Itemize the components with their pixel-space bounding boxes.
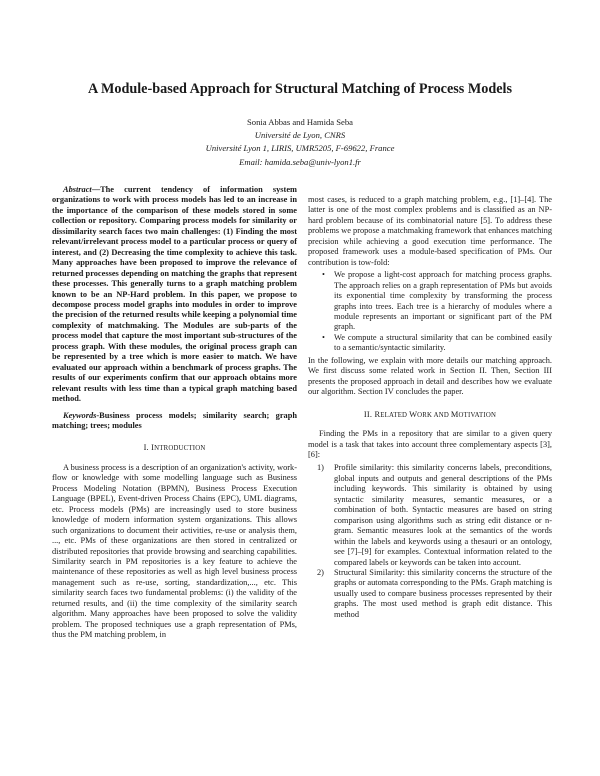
author-email: Email: hamida.seba@univ-lyon1.fr (239, 156, 361, 167)
affiliation-1: Université de Lyon, CNRS (254, 130, 346, 141)
keywords-text: -Business process models; similarity search; graph matching; trees; modules (52, 410, 297, 430)
abstract-text: —The current tendency of information system organizations to work with process models has led to an increase in the importance of the comparison of these models stored in some collection or repository. Comparing process models for similarity or dissimilarity search faces two main challenges: (1) Finding the most relevant/irrelevant process model to a particular process or query of interest, and (2) Decreasing the time complexity to achieve this task. Many approaches have been proposed to improve the relevance of returned processes depending on matching the graphs that represent these processes. This generally turns to a graph matching problem known to be an NP-Hard problem. In this paper, we propose to decompose process model graphs into modules in order to improve the precision of the returned results while keeping a polynomial time complexity of matchmaking. The Modules are sub-parts of the process model that capture the most important sub-structures of the process graph. With these modules, the original process graph can be represented by a tree which is more easier to match. We have evaluated our approach within a benchmark of process graphs. The results of our experiments confirm that our approach obtains more relevant results with less time than a typical graph matching based method. (52, 185, 297, 404)
intro-continuation: most cases, is reduced to a graph matching problem, e.g., [1]–[4]. The latter is one of the most complex problems and is classified as an NP-hard problem because of its combinatorial nature [5]. To address these problems we propose a matchmaking framework that enhances matching precision while achieving a good execution time performance. The proposed framework uses a module-based specification of PMs. Our contribution is tow-fold: (308, 195, 552, 267)
related-paragraph: Finding the PMs in a repository that are similar to a given query model is a task that takes into account three complementary aspects [3], [6]: (308, 429, 552, 459)
bullet-icon: • (322, 270, 325, 280)
abstract-lead: Abstract (63, 185, 92, 194)
keywords-lead: Keywords (63, 410, 97, 420)
section-heading-related-work: II. RELATED WORK AND MOTIVATION (363, 409, 497, 419)
author-names: Sonia Abbas and Hamida Seba (247, 117, 353, 127)
intro-paragraph: A business process is a description of an organization's activity, work-flow or knowledge with some modelling language such as Business Process Modeling Notation (BPMN), Business Process Execution Language (BPEL), Event-driven Process Chains (EPC), UML diagrams, etc. Process models (PMs) are increasingly used to store business knowledge of modern information system organizations. This allows such organizations to document their activities, re-use or analysis them, ..., etc. PMs of these organizations are then stored in centralized or distributed repositories that provide browsing and searching capabilities. Similarity search in PM repositories is a key feature to achieve the maintenance of these repositories as well as high level business process management such as re-use, sorting, standardization,..., etc. This similarity search faces two fundamental problems: (i) the validity of the returned results, and (ii) the time complexity of the similarity search algorithm. Many approaches have been proposed to solve the validity problem. The proposed techniques use a graph representation of PMs, thus the PM matching problem, in (52, 462, 297, 640)
right-column (308, 195, 552, 620)
list-item: 2) Structural Similarity: this similarity concerns the structure of the graphs or automata corresponding to the PMs. Graph matching is usually used to compare business processes represented by their graphs. The most used method is graph edit distance. This method (317, 567, 552, 619)
similarity-aspects-list (308, 463, 552, 620)
list-item: 1) Profile similarity: this similarity concerns labels, preconditions, global inputs and outputs and general descriptions of the PMs including keywords. This similarity is obtained by using syntactic similarity measures, semantic measures, or a combination of both. Syntactic measures are based on string comparison using algorithms such as string edit distance or n-gram. Semantic measures look at the semantics of the words within the labels and keywords using a thesauri or an ontology, see [7]–[9] for examples. Contextual information related to the compared labels or keywords can be taken into account. (317, 463, 552, 567)
paper-title: A Module-based Approach for Structural Matching of Process Models (87, 81, 513, 97)
keywords (52, 411, 297, 432)
bullet-icon: • (322, 332, 325, 342)
affiliation-2: Université Lyon 1, LIRIS, UMR5205, F-69622, France (205, 143, 395, 154)
contribution-list (308, 270, 552, 354)
abstract (52, 185, 297, 405)
outline-paragraph: In the following, we explain with more details our matching approach. We first discuss some related work in Section II. Then, Section III presents the proposed approach in detail and describes how we evaluate our algorithm. Section IV concludes the paper. (308, 355, 552, 397)
list-item: • We compute a structural similarity that can be combined easily to a semantic/syntactic similarity. (322, 332, 552, 353)
author-block (40, 116, 560, 169)
left-column (52, 185, 297, 641)
section-heading-introduction: I. INTRODUCTION (143, 443, 206, 453)
list-item: • We propose a light-cost approach for matching process graphs. The approach relies on a graph representation of PMs but avoids its exponential time complexity by transforming the process graphs into trees. Each tree is a hierarchy of modules where a module represents an important or significant part of the PM graph. (322, 270, 552, 332)
